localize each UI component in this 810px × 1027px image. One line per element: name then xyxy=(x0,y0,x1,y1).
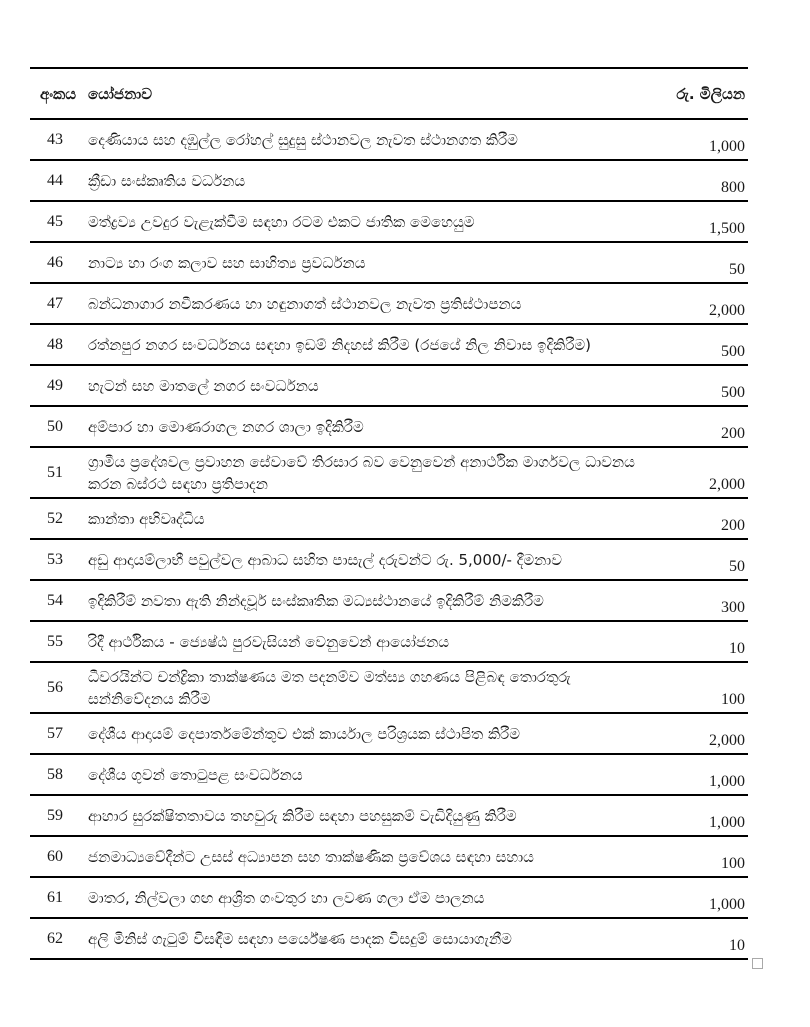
table-row xyxy=(30,663,748,714)
row-proposal: ධීවරයින්ට චන්ද්‍රිකා තාක්ෂණය මත පදනම්ව මත්ස්‍ය ගහණය පිළිබඳ තොරතුරු සන්නිවේදනය කිරීම xyxy=(88,668,571,708)
row-amount: 50 xyxy=(729,261,745,278)
table-row xyxy=(30,284,748,325)
table-row xyxy=(30,714,748,755)
row-amount: 200 xyxy=(721,425,745,442)
stray-box-artifact xyxy=(752,958,763,969)
row-number: 52 xyxy=(47,510,63,527)
row-proposal: අලි මිනිස් ගැටුම් විසඳීම සඳහා පර්යේෂණ පාදක විසදුම් සොයාගැනීම xyxy=(88,930,512,948)
table-row xyxy=(30,919,748,960)
row-amount: 2,000 xyxy=(709,476,745,493)
row-proposal: ආහාර සුරක්ෂිතතාවය තහවුරු කිරීම සඳහා පහසුකම් වැඩිදියුණු කිරීම xyxy=(88,807,517,825)
table-row xyxy=(30,755,748,796)
row-number: 59 xyxy=(47,807,63,824)
row-amount: 1,000 xyxy=(709,138,745,155)
row-number: 57 xyxy=(47,725,63,742)
row-amount: 10 xyxy=(729,937,745,954)
row-amount: 300 xyxy=(721,599,745,616)
row-number: 47 xyxy=(47,295,63,312)
table-row xyxy=(30,581,748,622)
table-body xyxy=(30,120,748,960)
row-amount: 800 xyxy=(721,179,745,196)
row-number: 55 xyxy=(47,633,63,650)
row-proposal: දේශීය ගුවන් තොටුපළ සංවර්ධනය xyxy=(88,766,303,784)
table-row xyxy=(30,120,748,161)
row-proposal: නාට්‍ය හා රංග කලාව සහ සාහිත්‍ය ප්‍රවර්ධනය xyxy=(88,254,366,272)
row-number: 61 xyxy=(47,889,63,906)
table-row xyxy=(30,622,748,663)
row-amount: 1,000 xyxy=(709,814,745,831)
row-proposal: ඉදිකිරීම් නවතා ඇති නින්දවූර් සංස්කෘතික මධ්‍යස්ථානයේ ඉදිකිරීම් නිමකිරීම xyxy=(88,592,544,610)
row-proposal: ග්‍රාමීය ප්‍රදේශවල ප්‍රවාහන සේවාවේ තිරසාර බව වෙනුවෙන් අනාර්ථික මාර්ගවල ධාවනය කරන බස්රථ සඳහා ප්‍රතිපාදන xyxy=(88,453,635,493)
row-proposal: හැටන් සහ මාතලේ නගර සංවර්ධනය xyxy=(88,377,319,395)
row-number: 54 xyxy=(47,592,63,609)
row-amount: 1,000 xyxy=(709,773,745,790)
row-proposal: රිදී ආර්ථිකය - ජ්‍යෙෂ්ඨ පුරවැසියන් වෙනුවෙන් ආයෝජනය xyxy=(88,633,450,651)
table-row xyxy=(30,325,748,366)
row-number: 51 xyxy=(47,464,63,481)
header-number: අංකය xyxy=(40,84,77,103)
table-row xyxy=(30,161,748,202)
row-proposal: රත්නපුර නගර සංවර්ධනය සඳහා ඉඩම් නිදහස් කිරීම (රජයේ නිල නිවාස ඉදිකිරීම) xyxy=(88,336,592,354)
table-row xyxy=(30,202,748,243)
row-number: 43 xyxy=(47,131,63,148)
row-number: 56 xyxy=(47,679,63,696)
budget-proposal-table xyxy=(30,67,748,960)
header-amount: රු. මිලියන xyxy=(676,84,745,103)
row-number: 62 xyxy=(47,930,63,947)
row-proposal: දෙණියාය සහ දඹුල්ල රෝහල් සුදුසු ස්ථානවල නැවත ස්ථානගත කිරීම xyxy=(88,131,518,149)
table-row xyxy=(30,540,748,581)
row-proposal: දේශීය ආදායම් දෙපාර්තමේන්තුව එක් කාර්යාල පරිශ්‍රයක ස්ථාපිත කිරීම xyxy=(88,725,520,743)
row-number: 48 xyxy=(47,336,63,353)
row-proposal: ජනමාධ්‍යවේදීන්ට උසස් අධ්‍යාපන සහ තාක්ෂණික ප්‍රවේශය සඳහා සහාය xyxy=(88,848,534,866)
row-proposal: ක්‍රීඩා සංස්කෘතිය වර්ධනය xyxy=(88,172,246,190)
row-amount: 500 xyxy=(721,343,745,360)
row-proposal: මාතර, නිල්වලා ගඟ ආශ්‍රිත ගංවතුර හා ලවණ ගලා ඒම පාලනය xyxy=(88,889,485,907)
row-proposal: අම්පාර හා මොණරාගල නගර ශාලා ඉදිකිරීම xyxy=(88,418,364,436)
row-number: 49 xyxy=(47,377,63,394)
row-amount: 500 xyxy=(721,384,745,401)
row-amount: 2,000 xyxy=(709,732,745,749)
row-amount: 100 xyxy=(721,855,745,872)
row-number: 46 xyxy=(47,254,63,271)
table-row xyxy=(30,243,748,284)
table-row xyxy=(30,796,748,837)
row-amount: 50 xyxy=(729,558,745,575)
row-proposal: බන්ධනාගාර නවීකරණය හා හඳුනාගත් ස්ථානවල නැවත ප්‍රතිස්ථාපනය xyxy=(88,295,522,313)
table-row xyxy=(30,837,748,878)
row-number: 44 xyxy=(47,172,63,189)
table-row xyxy=(30,366,748,407)
header-proposal: යෝජනාව xyxy=(88,84,152,103)
row-number: 53 xyxy=(47,551,63,568)
table-row xyxy=(30,499,748,540)
row-amount: 2,000 xyxy=(709,302,745,319)
row-amount: 1,000 xyxy=(709,896,745,913)
table-header-row xyxy=(30,67,748,120)
row-proposal: මත්ද්‍රව්‍ය උවදුර වැළැක්වීම සඳහා රටම එකට ජාතික මෙහෙයුම xyxy=(88,213,475,231)
row-amount: 100 xyxy=(721,691,745,708)
row-number: 45 xyxy=(47,213,63,230)
row-amount: 10 xyxy=(729,640,745,657)
row-amount: 200 xyxy=(721,517,745,534)
table-row xyxy=(30,407,748,448)
row-proposal: කාන්තා අභිවෘද්ධිය xyxy=(88,510,205,528)
row-number: 50 xyxy=(47,418,63,435)
row-number: 60 xyxy=(47,848,63,865)
row-amount: 1,500 xyxy=(709,220,745,237)
row-number: 58 xyxy=(47,766,63,783)
row-proposal: අඩු ආදායම්ලාභී පවුල්වල ආබාධ සහිත පාසැල් දරුවන්ට රු. 5,000/- දීමනාව xyxy=(88,551,563,569)
table-row xyxy=(30,878,748,919)
table-row xyxy=(30,448,748,499)
